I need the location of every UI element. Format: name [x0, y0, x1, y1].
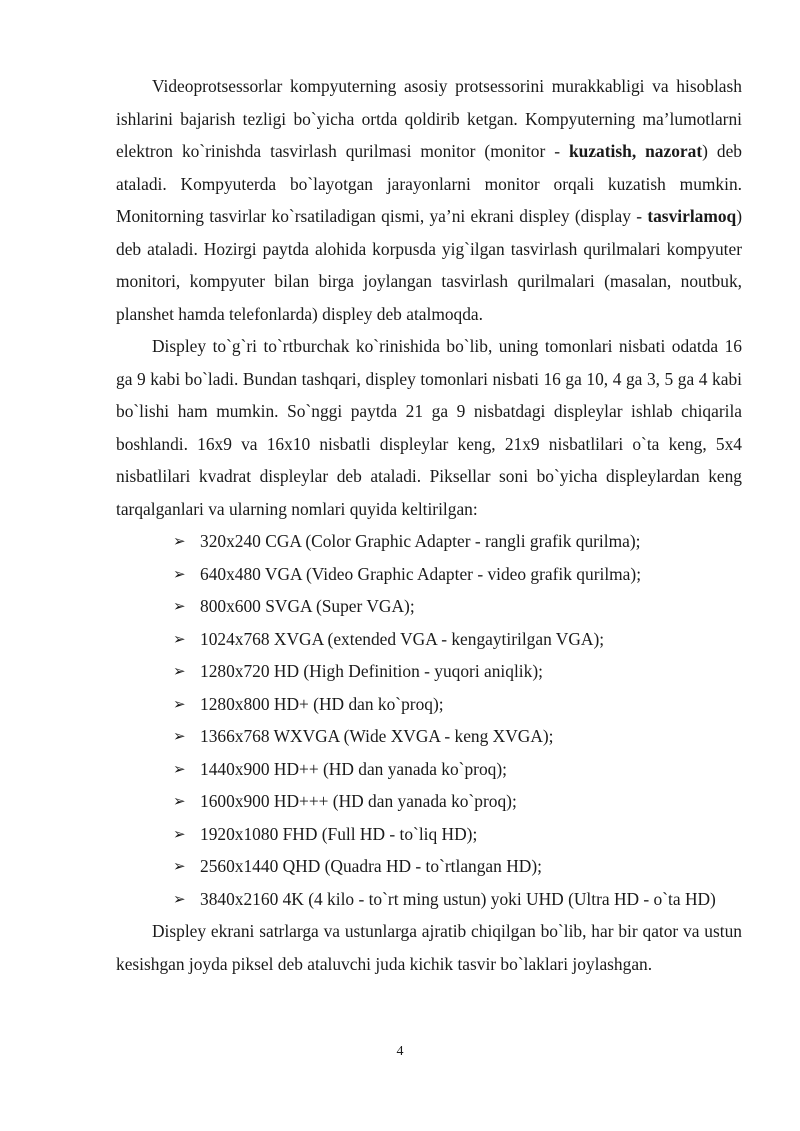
resolution-text: 320x240 CGA (Color Graphic Adapter - rangli grafik qurilma); [200, 531, 641, 551]
arrow-bullet-icon: ➢ [173, 824, 186, 843]
resolution-text: 640x480 VGA (Video Graphic Adapter - video grafik qurilma); [200, 563, 642, 584]
resolution-list-item [173, 623, 742, 656]
paragraph-text: ) deb ataladi. Kompyuterda bo`layotgan jarayonlarni monitor orqali kuzatish mumkin. Monitorning tasvirlar ko`rsatiladigan qismi, ya’ni ekrani displey (display - [116, 141, 742, 226]
resolution-text: 1440x900 HD++ (HD dan yanada ko`proq); [200, 758, 507, 779]
paragraph-monitor-definition [116, 70, 742, 330]
document-page [116, 70, 742, 980]
resolution-text: 3840x2160 4K (4 kilo - to`rt ming ustun) yoki UHD (Ultra HD - o`ta HD) [200, 888, 716, 909]
resolution-list-item [173, 883, 742, 916]
resolution-list [116, 525, 742, 915]
arrow-bullet-icon: ➢ [173, 759, 186, 778]
resolution-text: 1920x1080 FHD (Full HD - to`liq HD); [200, 823, 478, 844]
bold-term-display: tasvirlamoq [647, 206, 737, 226]
arrow-bullet-icon: ➢ [173, 857, 186, 875]
resolution-text: 1366x768 WXVGA (Wide XVGA - keng XVGA); [200, 726, 554, 746]
resolution-list-item [173, 818, 742, 851]
resolution-text: 800x600 SVGA (Super VGA); [200, 596, 415, 616]
resolution-list-item [173, 753, 742, 786]
resolution-text: 1280x720 HD (High Definition - yuqori aniqlik); [200, 661, 543, 681]
paragraph-text: ) deb ataladi. Hozirgi paytda alohida korpusda yig`ilgan tasvirlash qurilmalari kompyuter monitori, kompyuter bilan birga joylangan tasvirlash qurilmalari (masalan, noutbuk, planshet hamda telefonlarda) displey deb atalmoqda. [116, 206, 742, 324]
resolution-list-item [173, 590, 742, 623]
bold-term-monitor: kuzatish, nazorat [569, 141, 703, 161]
arrow-bullet-icon: ➢ [173, 662, 186, 680]
resolution-text: 1024x768 XVGA (extended VGA - kengaytirilgan VGA); [200, 628, 605, 649]
arrow-bullet-icon: ➢ [173, 792, 186, 810]
arrow-bullet-icon: ➢ [173, 629, 186, 648]
resolution-list-item [173, 850, 742, 883]
resolution-list-item [173, 655, 742, 688]
arrow-bullet-icon: ➢ [173, 532, 186, 550]
resolution-list-item [173, 525, 742, 558]
arrow-bullet-icon: ➢ [173, 727, 186, 745]
resolution-list-item [173, 785, 742, 818]
paragraph-pixel: Displey ekrani satrlarga va ustunlarga ajratib chiqilgan bo`lib, har bir qator va ustun kesishgan joyda piksel deb ataluvchi juda kichik tasvir bo`laklari joylashgan. [116, 921, 742, 974]
resolution-text: 1280x800 HD+ (HD dan ko`proq); [200, 693, 444, 714]
arrow-bullet-icon: ➢ [173, 597, 186, 615]
arrow-bullet-icon: ➢ [173, 889, 186, 908]
arrow-bullet-icon: ➢ [173, 564, 186, 583]
paragraph-text: Videoprotsessorlar kompyuterning asosiy protsessorini murakkabligi va hisoblash ishlarini bajarish tezligi bo`yicha ortda qoldirib ketgan. Kompyuterning ma’lumotlarni elektron ko`rinishda tasvirlash qurilmasi monitor (monitor - [116, 76, 742, 161]
resolution-text: 1600x900 HD+++ (HD dan yanada ko`proq); [200, 791, 517, 811]
resolution-list-item [173, 558, 742, 591]
arrow-bullet-icon: ➢ [173, 694, 186, 713]
resolution-list-item [173, 688, 742, 721]
paragraph-display-ratio: Displey to`g`ri to`rtburchak ko`rinishida bo`lib, uning tomonlari nisbati odatda 16 ga 9 kabi bo`ladi. Bundan tashqari, displey tomonlari nisbati 16 ga 10, 4 ga 3, 5 ga 4 kabi bo`lishi ham mumkin. So`nggi paytda 21 ga 9 nisbatdagi displeylar ishlab chiqarila boshlandi. 16x9 va 16x10 nisbatli displeylar keng, 21x9 nisbatlilari o`ta keng, 5x4 nisbatlilari kvadrat displeylar deb ataladi. Piksellar soni bo`yicha displeylardan keng tarqalganlari va ularning nomlari quyida keltirilgan: [116, 336, 742, 519]
resolution-list-item [173, 720, 742, 753]
page-number: 4 [396, 1044, 404, 1059]
resolution-text: 2560x1440 QHD (Quadra HD - to`rtlangan HD); [200, 856, 542, 876]
